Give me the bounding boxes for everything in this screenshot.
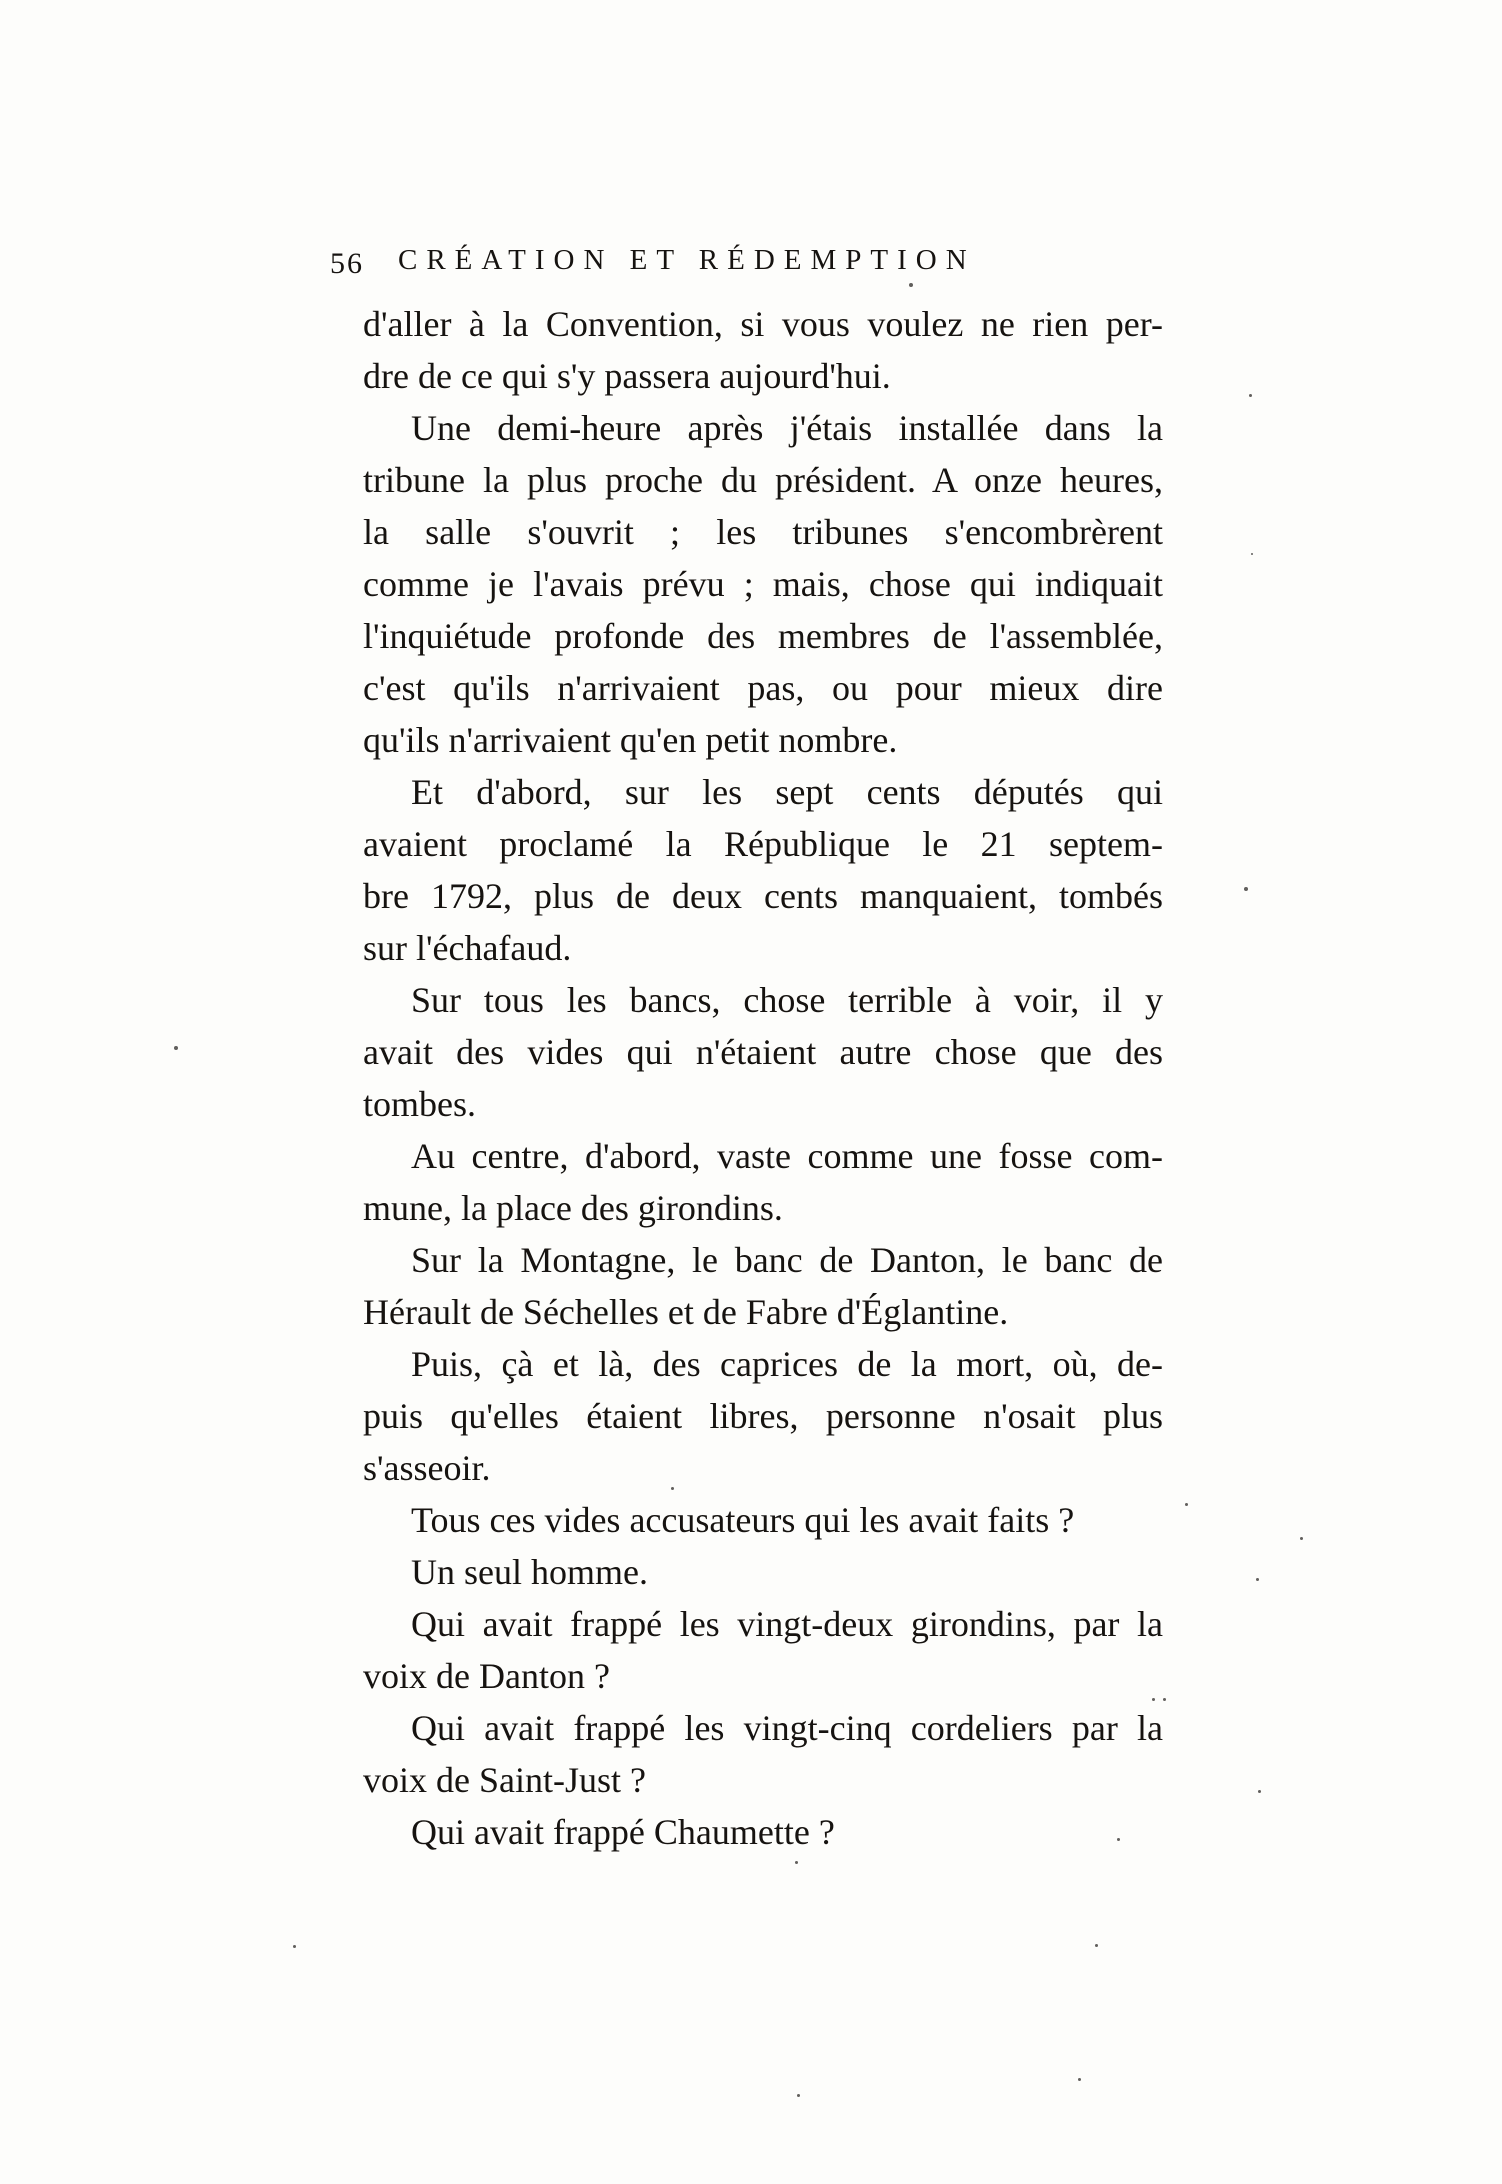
text-line: bre 1792, plus de deux cents manquaient, tombés: [363, 876, 1163, 916]
text-line: Puis, çà et là, des caprices de la mort, où, de-: [411, 1344, 1163, 1384]
scan-speck: [795, 1861, 798, 1864]
scan-speck: [1117, 1838, 1120, 1841]
text-line: sur l'échafaud.: [363, 928, 572, 968]
text-line: mune, la place des girondins.: [363, 1188, 783, 1228]
text-line: Qui avait frappé Chaumette ?: [411, 1812, 835, 1852]
scan-speck: [671, 1487, 674, 1490]
text-line: Sur la Montagne, le banc de Danton, le banc de: [411, 1240, 1163, 1280]
text-line: Tous ces vides accusateurs qui les avait faits ?: [411, 1500, 1075, 1540]
page-number: 56: [330, 247, 364, 280]
text-line: Et d'abord, sur les sept cents députés qui: [411, 772, 1163, 812]
text-line: avait des vides qui n'étaient autre chose que des: [363, 1032, 1163, 1072]
scan-speck: [1163, 1698, 1166, 1701]
text-line: voix de Danton ?: [363, 1656, 610, 1696]
text-line: avaient proclamé la République le 21 septem-: [363, 824, 1163, 864]
text-line: la salle s'ouvrit ; les tribunes s'encombrèrent: [363, 512, 1163, 552]
text-line: comme je l'avais prévu ; mais, chose qui indiquait: [363, 564, 1163, 604]
scan-speck: [1256, 1578, 1259, 1581]
text-line: l'inquiétude profonde des membres de l'assemblée,: [363, 616, 1163, 656]
scan-speck: [1095, 1944, 1098, 1947]
scan-speck: [909, 283, 913, 287]
text-line: qu'ils n'arrivaient qu'en petit nombre.: [363, 720, 898, 760]
text-body: [363, 298, 1163, 1858]
scan-speck: [174, 1046, 178, 1050]
text-line: Au centre, d'abord, vaste comme une fosse com-: [411, 1136, 1163, 1176]
text-line: c'est qu'ils n'arrivaient pas, ou pour mieux dire: [363, 668, 1163, 708]
scan-speck: [1152, 1698, 1155, 1701]
text-line: dre de ce qui s'y passera aujourd'hui.: [363, 356, 891, 396]
text-line: Un seul homme.: [411, 1552, 648, 1592]
text-line: tombes.: [363, 1084, 476, 1124]
text-line: Qui avait frappé les vingt-cinq cordeliers par la: [411, 1708, 1163, 1748]
scan-speck: [1078, 2078, 1081, 2081]
page-header: [330, 244, 1170, 284]
scan-speck: [293, 1945, 296, 1948]
scan-speck: [1249, 394, 1252, 397]
text-line: d'aller à la Convention, si vous voulez ne rien per-: [363, 304, 1163, 344]
text-line: voix de Saint-Just ?: [363, 1760, 646, 1800]
scan-speck: [1244, 887, 1248, 891]
text-line: s'asseoir.: [363, 1448, 491, 1488]
running-title: CRÉATION ET RÉDEMPTION: [398, 244, 976, 276]
text-line: Hérault de Séchelles et de Fabre d'Églantine.: [363, 1292, 1009, 1332]
text-line: Une demi-heure après j'étais installée dans la: [411, 408, 1163, 448]
scan-speck: [797, 2094, 800, 2097]
scan-speck: [1258, 1790, 1261, 1793]
scan-speck: [1251, 553, 1253, 555]
text-line: Sur tous les bancs, chose terrible à voir, il y: [411, 980, 1163, 1020]
text-line: tribune la plus proche du président. A onze heures,: [363, 460, 1163, 500]
scan-speck: [1300, 1537, 1303, 1540]
text-line: Qui avait frappé les vingt-deux girondins, par la: [411, 1604, 1163, 1644]
text-line: puis qu'elles étaient libres, personne n'osait plus: [363, 1396, 1163, 1436]
scan-speck: [1185, 1503, 1188, 1506]
